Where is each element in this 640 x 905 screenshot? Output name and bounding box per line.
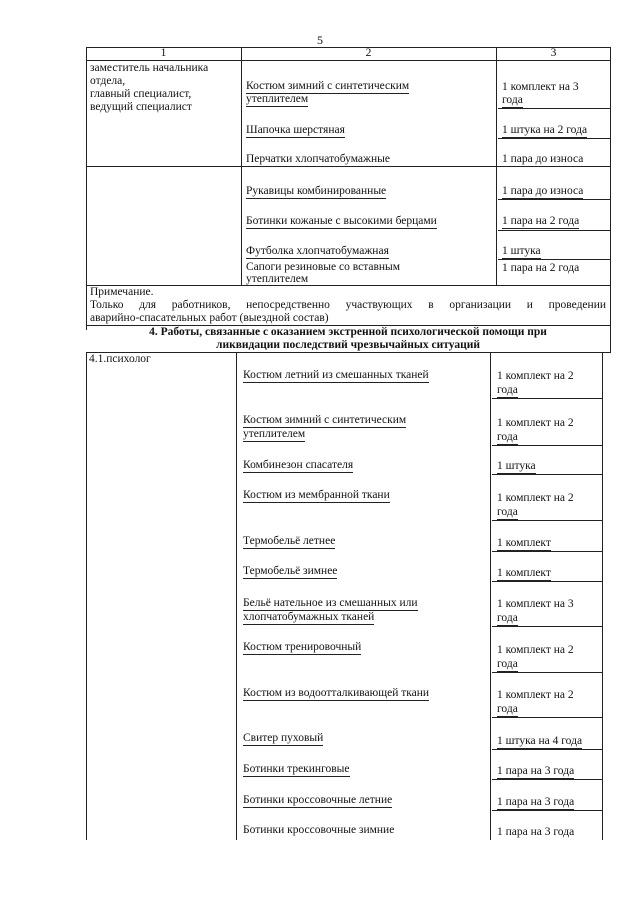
norm-underline bbox=[498, 199, 610, 200]
section-bottom-border bbox=[86, 352, 611, 353]
item-norm: 1 пара на 3 года bbox=[497, 826, 575, 838]
item-name: Ботинки кожаные с высокими берцами bbox=[246, 215, 437, 227]
section-heading: 4. Работы, связанные с оказанием экстренной психологической помощи при bbox=[149, 326, 547, 338]
item-name: Перчатки хлопчатобумажные bbox=[246, 153, 390, 165]
item-norm: 1 пара на 2 года bbox=[502, 262, 580, 274]
item-norm: года bbox=[497, 612, 518, 624]
norm-underline bbox=[498, 259, 610, 260]
item-name: Рукавицы комбинированные bbox=[246, 185, 387, 197]
item-norm: года bbox=[502, 94, 523, 106]
item-name: Костюм из водоотталкивающей ткани bbox=[243, 687, 430, 699]
item-name: утеплителем bbox=[243, 428, 306, 440]
norm-underline bbox=[492, 626, 602, 627]
item-norm: года bbox=[497, 431, 518, 443]
item-name: Футболка хлопчатобумажная bbox=[246, 245, 389, 257]
item-name: Термобельё зимнее bbox=[243, 565, 338, 577]
norm-underline bbox=[492, 551, 602, 552]
item-norm: 1 комплект на 3 bbox=[497, 598, 574, 610]
item-norm: 1 комплект на 2 bbox=[497, 492, 574, 504]
note-title: Примечание. bbox=[90, 286, 154, 298]
item-name: хлопчатобумажных тканей bbox=[243, 611, 375, 623]
position-label: 4.1.психолог bbox=[89, 353, 151, 365]
item-name: Комбинезон спасателя bbox=[243, 459, 354, 471]
norm-underline bbox=[498, 230, 610, 231]
item-name: утеплителем bbox=[246, 273, 309, 285]
item-norm: 1 штука bbox=[497, 460, 536, 472]
item-norm: 1 комплект на 3 bbox=[502, 81, 579, 93]
item-name: Ботинки трекинговые bbox=[243, 763, 350, 775]
item-norm: 1 пара на 2 года bbox=[502, 215, 580, 227]
item-name: Сапоги резиновые со вставным bbox=[246, 261, 401, 273]
lower-col2-divider bbox=[490, 352, 491, 840]
column-header-3: 3 bbox=[550, 47, 557, 59]
position-line: ведущий специалист bbox=[90, 101, 192, 113]
item-name: Костюм тренировочный bbox=[243, 641, 362, 653]
page-number: 5 bbox=[317, 33, 323, 47]
position-line: заместитель начальника bbox=[90, 62, 209, 74]
note-line: аварийно-спасательных работ (выездной состав) bbox=[90, 312, 329, 324]
item-name: Бельё нательное из смешанных или bbox=[243, 597, 418, 609]
item-norm: года bbox=[497, 506, 518, 518]
item-norm: 1 пара на 3 года bbox=[497, 765, 575, 777]
item-name: Костюм летний из смешанных тканей bbox=[243, 369, 429, 381]
header-bottom-border bbox=[86, 60, 611, 61]
item-name: Термобельё летнее bbox=[243, 535, 336, 547]
item-norm: 1 штука на 2 года bbox=[502, 124, 588, 136]
item-norm: 1 пара до износа bbox=[502, 153, 584, 165]
item-norm: года bbox=[497, 703, 518, 715]
position-line: отдела, bbox=[90, 75, 126, 87]
norm-underline bbox=[492, 474, 602, 475]
column-header-1: 1 bbox=[160, 47, 167, 59]
item-norm: 1 комплект на 2 bbox=[497, 370, 574, 382]
item-name: Костюм зимний с синтетическим bbox=[246, 80, 410, 92]
norm-underline bbox=[492, 520, 602, 521]
norm-underline bbox=[498, 138, 610, 139]
lower-left-border bbox=[86, 352, 87, 840]
norm-underline bbox=[492, 672, 602, 673]
item-norm: 1 комплект на 2 bbox=[497, 689, 574, 701]
table-right-border bbox=[610, 47, 611, 352]
item-norm: 1 комплект на 2 bbox=[497, 644, 574, 656]
item-norm: 1 комплект bbox=[497, 567, 551, 579]
norm-underline bbox=[498, 108, 610, 109]
item-norm: 1 штука bbox=[502, 245, 541, 257]
item-norm: 1 штука на 4 года bbox=[497, 735, 583, 747]
item-norm: 1 комплект bbox=[497, 537, 551, 549]
norm-underline bbox=[492, 717, 602, 718]
note-line: Только для работников, непосредственно участвующих в организации и проведении bbox=[90, 299, 606, 311]
item-norm: 1 комплект на 2 bbox=[497, 417, 574, 429]
item-name: утеплителем bbox=[246, 93, 309, 105]
table-left-border bbox=[86, 47, 87, 330]
item-name: Шапочка шерстяная bbox=[246, 124, 345, 136]
norm-underline bbox=[492, 398, 602, 399]
section-heading: ликвидации последствий чрезвычайных ситуаций bbox=[216, 339, 480, 351]
item-name: Свитер пуховый bbox=[243, 732, 324, 744]
item-norm: года bbox=[497, 384, 518, 396]
item-name: Ботинки кроссовочные зимние bbox=[243, 824, 395, 836]
position-line: главный специалист, bbox=[90, 88, 192, 100]
norm-underline bbox=[492, 581, 602, 582]
item-name: Ботинки кроссовочные летние bbox=[243, 794, 393, 806]
items-bottom-border bbox=[86, 285, 611, 286]
item-norm: года bbox=[497, 658, 518, 670]
item-norm: 1 пара до износа bbox=[502, 185, 584, 197]
item-name: Костюм зимний с синтетическим bbox=[243, 414, 407, 426]
item-name: Костюм из мембранной ткани bbox=[243, 489, 390, 501]
lower-col1-divider bbox=[236, 352, 237, 840]
norm-underline bbox=[492, 779, 602, 780]
column-header-2: 2 bbox=[365, 47, 372, 59]
norm-underline bbox=[492, 749, 602, 750]
item-norm: 1 пара на 3 года bbox=[497, 796, 575, 808]
norm-underline bbox=[492, 445, 602, 446]
norm-underline bbox=[492, 810, 602, 811]
lower-right-border bbox=[602, 352, 603, 840]
